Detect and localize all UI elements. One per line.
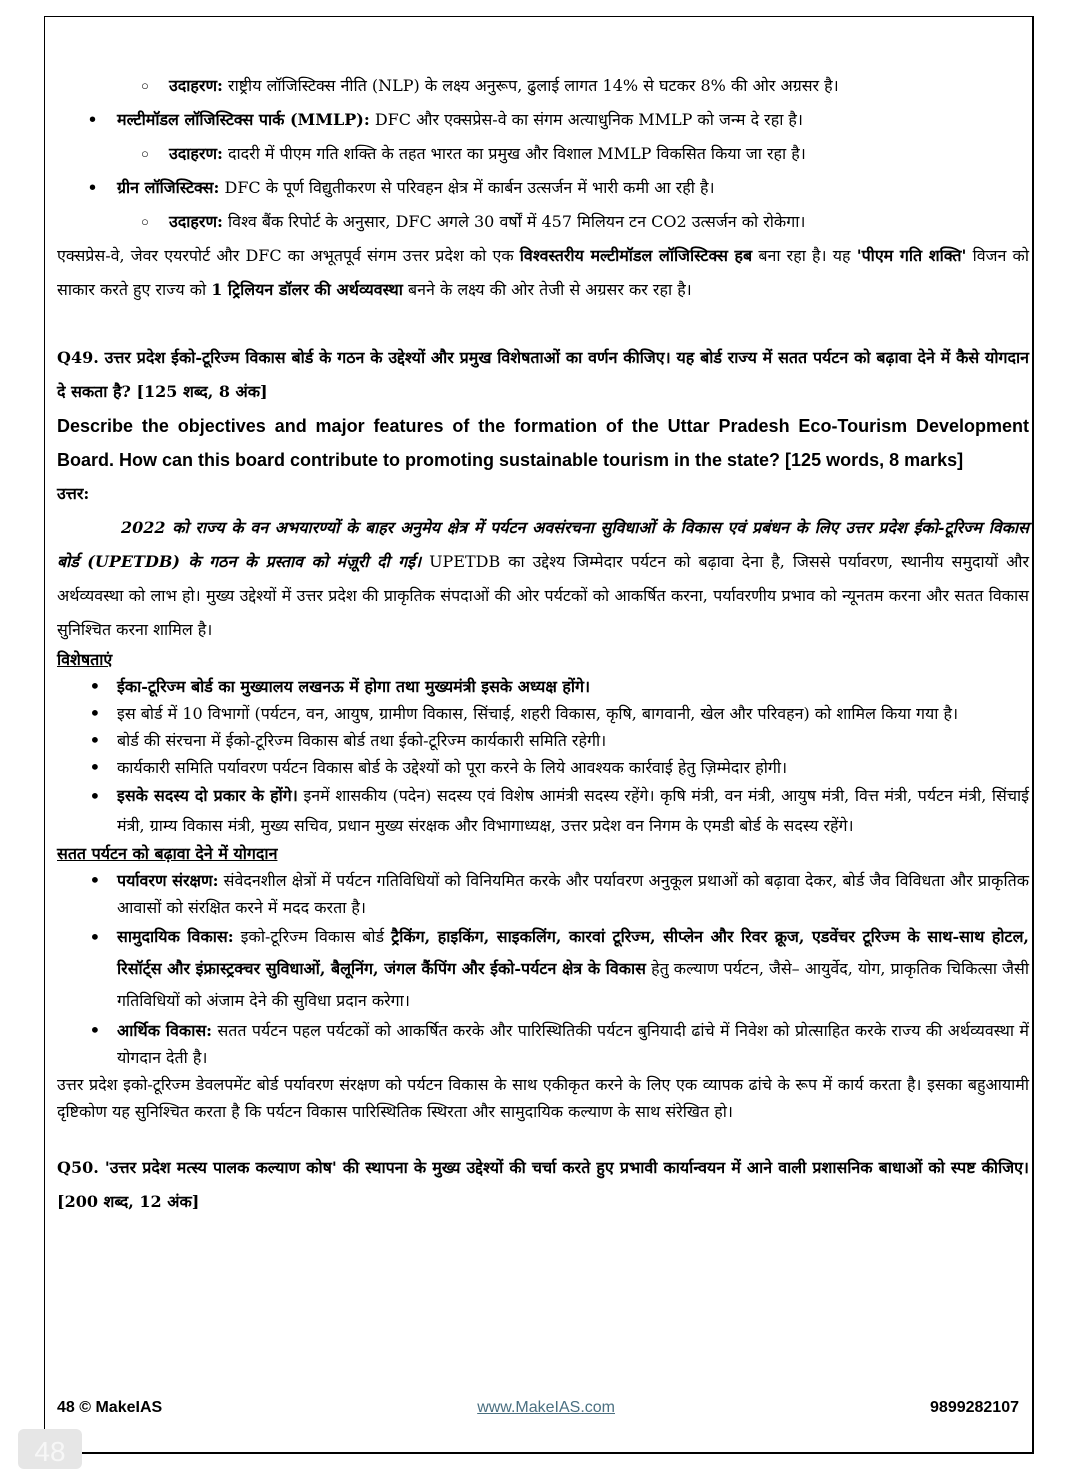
list-item: • इसके सदस्य दो प्रकार के होंगे। इनमें शासकीय (पदेन) सदस्य एवं विशेष आमंत्री सदस्य रहेंगे। कृषि मंत्री, वन मंत्री, आयुष मंत्री, वित्त मंत्री, पर्यटन मंत्री, सिंचाई मंत्री, ग्राम्य विकास मंत्री, मुख्य सचिव, प्रधान मुख्य संरक्षक और विभागाध्यक्ष, उत्तर प्रदेश वन निगम के एमडी बोर्ड के सदस्य रहेंगे। [57, 781, 1029, 841]
page-content [57, 69, 1029, 1219]
contribution-list [57, 867, 1029, 1071]
list-item: • पर्यावरण संरक्षण: संवेदनशील क्षेत्रों में पर्यटन गतिविधियों को विनियमित करके और पर्यावरण अनुकूल प्रथाओं को बढ़ावा देकर, बोर्ड जैव विविधता और प्राकृतिक आवासों को संरक्षित करने में मदद करता है। [57, 867, 1029, 921]
list-item: ○ उदाहरण: राष्ट्रीय लॉजिस्टिक्स नीति (NLP) के लक्ष्य अनुरूप, ढुलाई लागत 14% से घटकर 8% की ओर अग्रसर है। [57, 69, 1029, 103]
question-49-english: Describe the objectives and major features of the formation of the Uttar Pradesh Eco-Tourism Development Board. How can this board contribute to promoting sustainable tourism in the state? [125 words, 8 marks] [57, 416, 1029, 470]
answer-label: उत्तर: [57, 484, 90, 503]
question-49-hindi: Q49. उत्तर प्रदेश ईको-टूरिज्म विकास बोर्ड के गठन के उद्देश्यों और प्रमुख विशेषताओं का वर्णन कीजिए। यह बोर्ड राज्य में सतत पर्यटन को बढ़ावा देने में कैसे योगदान दे सकता है? [125 शब्द, 8 अंक] [57, 348, 1029, 401]
list-item: • कार्यकारी समिति पर्यावरण पर्यटन विकास बोर्ड के उद्देश्यों को पूरा करने के लिये आवश्यक कार्रवाई हेतु ज़िम्मेदार होगी। [57, 754, 1029, 781]
answer-intro: 2022 को राज्य के वन अभयारण्यों के बाहर अनुमेय क्षेत्र में पर्यटन अवसंरचना सुविधाओं के विकास एवं प्रबंधन के लिए उत्तर प्रदेश ईको-टूरिज्म विकास बोर्ड (UPETDB) के गठन के प्रस्ताव को मंज़ूरी दी गई। UPETDB का उद्देश्य जिम्मेदार पर्यटन को बढ़ावा देना है, जिससे पर्यावरण, स्थानीय समुदायों और अर्थव्यवस्था को लाभ हो। मुख्य उद्देश्यों में उत्तर प्रदेश की प्राकृतिक संपदाओं की ओर पर्यटकों को आकर्षित करना, पर्यावरणीय प्रभाव को न्यूनतम करना और सतत विकास सुनिश्चित करना शामिल है। [57, 518, 1029, 639]
list-item: • मल्टीमॉडल लॉजिस्टिक्स पार्क (MMLP): DFC और एक्सप्रेस-वे का संगम अत्याधुनिक MMLP को जन्म दे रहा है। [57, 103, 1029, 137]
conclusion-paragraph: एक्सप्रेस-वे, जेवर एयरपोर्ट और DFC का अभूतपूर्व संगम उत्तर प्रदेश को एक विश्वस्तरीय मल्टीमॉडल लॉजिस्टिक्स हब बना रहा है। यह 'पीएम गति शक्ति' विजन को साकार करते हुए राज्य को 1 ट्रिलियन डॉलर की अर्थव्यवस्था बनने के लक्ष्य की ओर तेजी से अग्रसर कर रहा है। [57, 246, 1029, 299]
page-number-tab[interactable]: 48 [18, 1429, 82, 1469]
list-item: ○ उदाहरण: विश्व बैंक रिपोर्ट के अनुसार, DFC अगले 30 वर्षों में 457 मिलियन टन CO2 उत्सर्जन को रोकेगा। [57, 205, 1029, 239]
answer-conclusion: उत्तर प्रदेश इको-टूरिज्म डेवलपमेंट बोर्ड पर्यावरण संरक्षण को पर्यटन विकास के साथ एकीकृत करने के लिए एक व्यापक ढांचे के रूप में कार्य करता है। इसका बहुआयामी दृष्टिकोण यह सुनिश्चित करता है कि पर्यटन विकास पारिस्थितिक स्थिरता और सामुदायिक कल्याण के साथ संरेखित हो। [57, 1075, 1029, 1121]
footer-copyright: 48 © MakeIAS [57, 1399, 163, 1416]
page-footer [57, 1399, 1019, 1417]
list-item: • ग्रीन लॉजिस्टिक्स: DFC के पूर्ण विद्युतीकरण से परिवहन क्षेत्र में कार्बन उत्सर्जन में भारी कमी आ रही है। [57, 171, 1029, 205]
list-item: • ईका-टूरिज्म बोर्ड का मुख्यालय लखनऊ में होगा तथा मुख्यमंत्री इसके अध्यक्ष होंगे। [57, 673, 1029, 700]
list-item: • सामुदायिक विकास: इको-टूरिज्म विकास बोर्ड ट्रैकिंग, हाइकिंग, साइकलिंग, कारवां टूरिज्म, सीप्लेन और रिवर क्रूज, एडवेंचर टूरिज्म के साथ-साथ होटल, रिसॉर्ट्स और इंफ्रास्ट्रक्चर सुविधाओं, बैलूनिंग, जंगल कैंपिंग और ईको-पर्यटन क्षेत्र के विकास हेतु कल्याण पर्यटन, जैसे– आयुर्वेद, योग, प्राकृतिक चिकित्सा जैसी गतिविधियों को अंजाम देने की सुविधा प्रदान करेगा। [57, 921, 1029, 1017]
list-item: ○ उदाहरण: दादरी में पीएम गति शक्ति के तहत भारत का प्रमुख और विशाल MMLP विकसित किया जा रहा है। [57, 137, 1029, 171]
question-50-hindi: Q50. 'उत्तर प्रदेश मत्स्य पालक कल्याण कोष' की स्थापना के मुख्य उद्देश्यों की चर्चा करते हुए प्रभावी कार्यान्वयन में आने वाली प्रशासनिक बाधाओं को स्पष्ट कीजिए। [200 शब्द, 12 अंक] [57, 1158, 1029, 1211]
top-list [57, 69, 1029, 239]
footer-phone: 9899282107 [930, 1399, 1019, 1416]
document-page [44, 16, 1034, 1454]
contribution-heading: सतत पर्यटन को बढ़ावा देने में योगदान [57, 844, 278, 863]
list-item: • बोर्ड की संरचना में ईको-टूरिज्म विकास बोर्ड तथा ईको-टूरिज्म कार्यकारी समिति रहेगी। [57, 727, 1029, 754]
list-item: • इस बोर्ड में 10 विभागों (पर्यटन, वन, आयुष, ग्रामीण विकास, सिंचाई, शहरी विकास, कृषि, बागवानी, खेल और परिवहन) को शामिल किया गया है। [57, 700, 1029, 727]
list-item: • आर्थिक विकास: सतत पर्यटन पहल पर्यटकों को आकर्षित करके और पारिस्थितिकी पर्यटन बुनियादी ढांचे में निवेश को प्रोत्साहित करके राज्य की अर्थव्यवस्था में योगदान देती है। [57, 1017, 1029, 1071]
website-link[interactable]: www.MakeIAS.com [477, 1399, 615, 1416]
features-heading: विशेषताएं [57, 650, 113, 669]
features-list [57, 673, 1029, 841]
